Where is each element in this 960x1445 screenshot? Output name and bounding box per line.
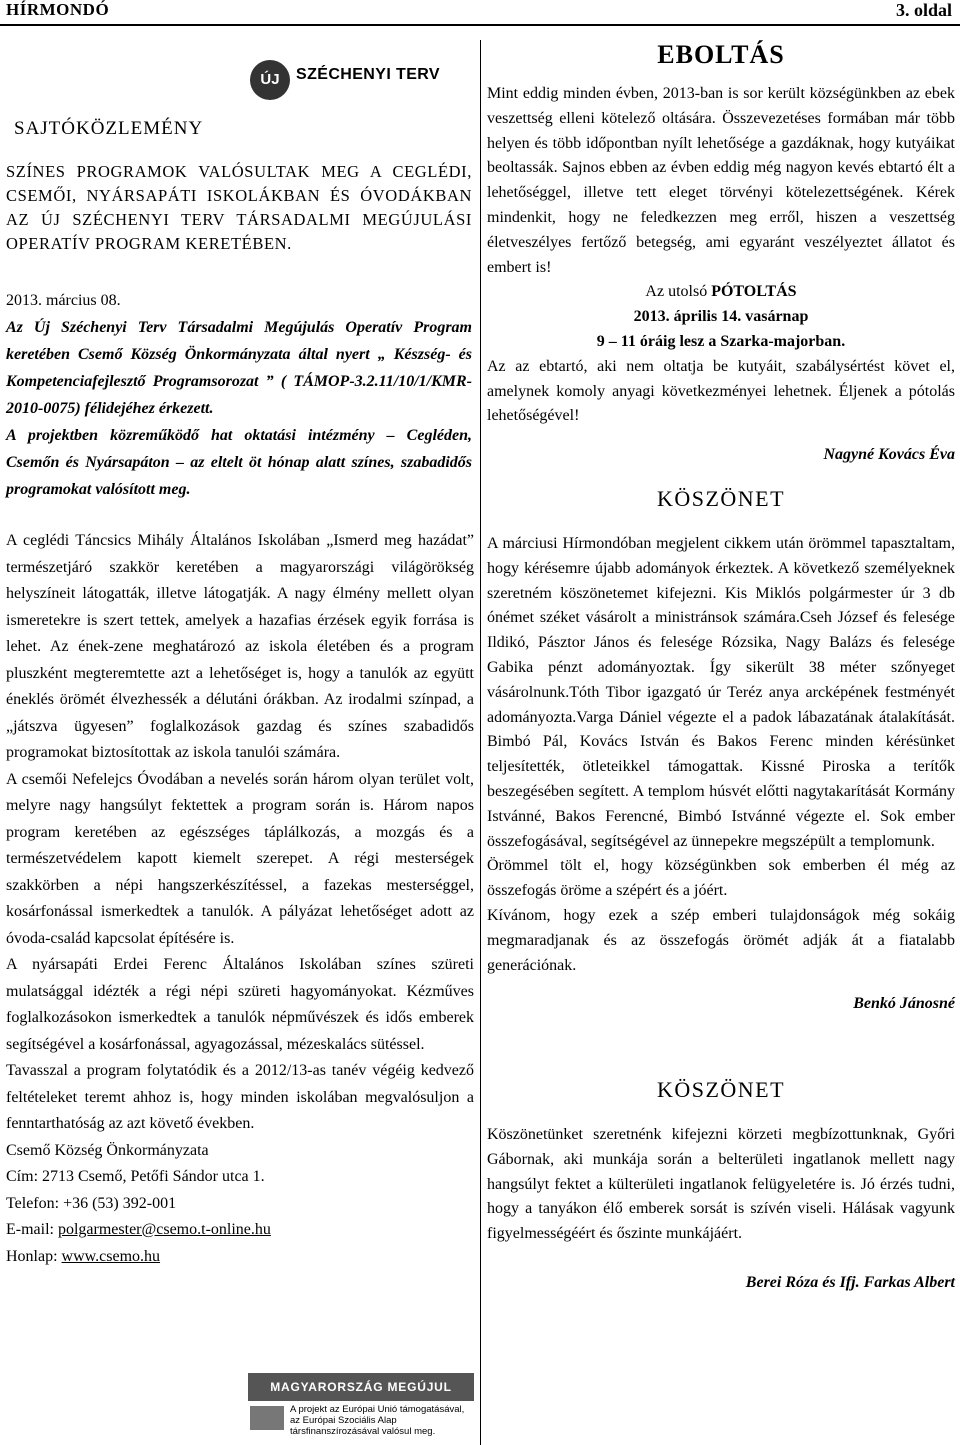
thanks-para-3: Kívánom, hogy ezek a szép emberi tulajdonságok még sokáig megmaradjanak és az összefogás örömét adják át a fiatalabb generációnak. bbox=[487, 906, 955, 974]
press-date: 2013. március 08. bbox=[6, 292, 121, 309]
thanks-title-2: KÖSZÖNET bbox=[656, 1077, 786, 1103]
page-header bbox=[0, 0, 960, 22]
contact-phone: Telefon: +36 (53) 392-001 bbox=[6, 1194, 177, 1212]
email-link[interactable]: polgarmester@csemo.t-online.hu bbox=[57, 1221, 271, 1238]
body-paragraph: A ceglédi Táncsics Mihály Általános Iskolában „Ismerd meg hazádat” természetjáró szakkör keretében a magyarországi világörökség helyszíneit látogatták, illetve látogatják. A nagy élmény mellett olyan ismeretekre is szert tettek, amelyek a hazafias érzések egyik forrása is lehet. Az ének-zene meghatározó az iskola életében és a program pluszként megteremtette azt a lehetőséget is, hogy a tanulók az együtt éneklés örömét élvezhessék a délutáni órákban. Az irodalmi színpad, a „játszva ügyesen” foglalkozások gazdag és színes szabadidős programokat biztosítottak az iskola tanulói számára. bbox=[6, 532, 474, 761]
section-title: SAJTÓKÖZLEMÉNY bbox=[14, 118, 204, 139]
lead-paragraph-1: Az Új Széchenyi Terv Társadalmi Megújulás Operatív Program keretében Csemő Község Önkormányzata által nyert „ Készség- és Kompetenciafejlesztő Programsorozat ” ( TÁMOP-3.2.11/10/1/KMR-2010-0075) félidejéhez érkezett. bbox=[6, 319, 472, 417]
eu-funding-note bbox=[250, 1404, 474, 1444]
thanks-title-1: KÖSZÖNET bbox=[656, 485, 786, 511]
contact-org: Csemő Község Önkormányzata bbox=[6, 1141, 209, 1159]
eboltas-text: Mint eddig minden évben, 2013-ban is sor került községünkben az ebek veszettség elleni kötelező oltására. Összevezetéses formában már több helyen és több időpontban nyílt lehetősége a gazdáknak, hogy kutyáikat beoltassák. Sajnos ebben az évben eddig még nagyon kevés ebtartó élt a lehetőséggel, illetve tett eleget törvényi kötelezettségének. Kérek mindenkit, hogy ne feledkezzen meg erről, hiszen a veszettség életveszélyes fertőző betegség, ami egyaránt veszélyeztet állatot és embert is! bbox=[487, 85, 955, 276]
logo-text: SZÉCHENYI TERV bbox=[296, 66, 440, 83]
thanks-text-2: Köszönetünket szeretnénk kifejezni körzeti megbízottunknak, Győri Gábornak, aki munkája során a belterületi ingatlanok mellett nagy hangsúlyt fektet a külterületi ingatlanok felügyeletére is. Jó érzés tudni, hogy a tanyákon élő emberek sorsát is szívén viseli. Hálásak vagyunk figyelmességéért és őszinte munkájáért. bbox=[487, 1126, 955, 1243]
body-paragraph: A nyársapáti Erdei Ferenc Általános Iskolában színes szüreti mulatsággal idézték a régi népi szüreti hagyományokat. Kézműves foglalkozásokon ismerkedtek a tanulók népművészek és idős emberek segítségével a kosárfonással, agyagozással, mézeskalács sütéssel. bbox=[6, 956, 474, 1053]
lead-paragraph-2: A projektben közreműködő hat oktatási intézmény – Cegléden, Csemőn és Nyársapáton – az eltelt öt hónap alatt színes, szabadidős programokat valósított meg. bbox=[6, 427, 472, 498]
eu-funding-text: A projekt az Európai Unió támogatásával, az Európai Szociális Alap társfinanszírozásával valósul meg. bbox=[290, 1404, 465, 1437]
email-label: E-mail: bbox=[6, 1221, 58, 1238]
right-column bbox=[487, 40, 955, 1296]
signature-nagyne: Nagyné Kovács Éva bbox=[823, 446, 955, 464]
vaccination-time: 9 – 11 óráig lesz a Szarka-majorban. bbox=[596, 332, 846, 350]
press-headline: SZÍNES PROGRAMOK VALÓSULTAK MEG A CEGLÉDI, CSEMŐI, NYÁRSAPÁTI ISKOLÁKBAN ÉS ÓVODÁKBAN AZ ÚJ SZÉCHENYI TERV TÁRSADALMI MEGÚJULÁSI OPERATÍV PROGRAM KERETÉBEN. bbox=[6, 162, 472, 253]
page-number: 3. oldal bbox=[895, 0, 952, 20]
body-paragraph: A csemői Nefelejcs Óvodában a nevelés során három olyan terület volt, melyre nagy hangsúlyt fektettek a program során is. Három napos program keretében az egészséges táplálkozás, a mozgás és a természetvédelem kapott kiemelt szerepet. A régi mesterségek szakkörben a népi hangszerkészítéssel, a fazekas mesterséggel, kosárfonással ismerkedtek a tanulók. A pályázat lehetőséget adott az óvoda-család kapcsolat építésére is. bbox=[6, 770, 474, 947]
last-vaccination bbox=[487, 280, 955, 305]
contact-address: Cím: 2713 Csemő, Petőfi Sándor utca 1. bbox=[6, 1168, 265, 1185]
thanks-text-1: A márciusi Hírmondóban megjelent cikkem után örömmel tapasztaltam, hogy kérésemre újabb adományok érkeztek. A következő személyeknek szeretném köszönetemet kifejezni. Kis Miklós polgármester úr 3 db ónémet széket vásárolt a ministránsok számára.Cseh József és felesége Ildikó, Pásztor János és felesége Rózsika, Nagy Balázs és felesége Gabika pénzt adományoztak. Így sikerült 38 méter szőnyeget vásárolnunk.Tóth Tibor igazgató úr Teréz anya arcképének festményét adományozta.Varga Dániel végezte el a padok lábazatának átalakítását. Bimbó Pál, Kovács István és Bakos Ferenc minden kérésünket teljesítették, ötleteikkel támogattak. Kissné Piroska a terítők beszegésében segített. A templom húsvét előtti nagytakarítását Kormány Istvánné, Bakos Ferencné, Bimbó Istvánné végezte el. Sok ember összefogásával, segítségével az ünnepekre megszépült a templomunk. bbox=[487, 534, 955, 850]
vaccination-date: 2013. április 14. vasárnap bbox=[633, 308, 809, 326]
eboltas-warning: Az az ebtartó, aki nem oltatja be kutyáit, szabálysértést követ el, amelynek komoly anyagi következményei lehetnek. Éljenek a pótolás lehetőségével! bbox=[487, 357, 955, 425]
web-label: Honlap: bbox=[6, 1247, 62, 1265]
last-label: Az utolsó bbox=[645, 283, 712, 301]
eu-flag-icon bbox=[250, 1406, 284, 1430]
press-body bbox=[6, 528, 474, 1270]
szechenyi-terv-logo bbox=[250, 60, 470, 104]
signature-benko: Benkó Jánosné bbox=[853, 995, 955, 1013]
press-lead bbox=[6, 287, 472, 503]
signature-berei: Berei Róza és Ifj. Farkas Albert bbox=[745, 1274, 955, 1292]
eboltas-title: EBOLTÁS bbox=[657, 40, 785, 69]
thanks-para-2: Örömmel tölt el, hogy községünkben sok emberben él még az összefogás öröme a szépért és a jóért. bbox=[487, 857, 955, 900]
potoltas-label: PÓTOLTÁS bbox=[711, 283, 797, 301]
header-rule bbox=[0, 24, 960, 26]
magyarorszag-megujul-banner: MAGYARORSZÁG MEGÚJUL bbox=[248, 1373, 474, 1401]
column-divider bbox=[480, 40, 481, 1445]
website-link[interactable]: www.csemo.hu bbox=[61, 1247, 161, 1265]
contact-email-row bbox=[6, 1217, 474, 1244]
contact-web-row bbox=[6, 1244, 474, 1271]
newspaper-name: HÍRMONDÓ bbox=[6, 0, 110, 19]
body-paragraph: Tavasszal a program folytatódik és a 2012/13-as tanév végéig kedvező feltételeket teremt ahhoz is, hogy minden iskolában megvalósuljon a fenntarthatóság az azt követő években. bbox=[6, 1062, 474, 1132]
uj-logo-icon: ÚJ bbox=[250, 60, 290, 100]
